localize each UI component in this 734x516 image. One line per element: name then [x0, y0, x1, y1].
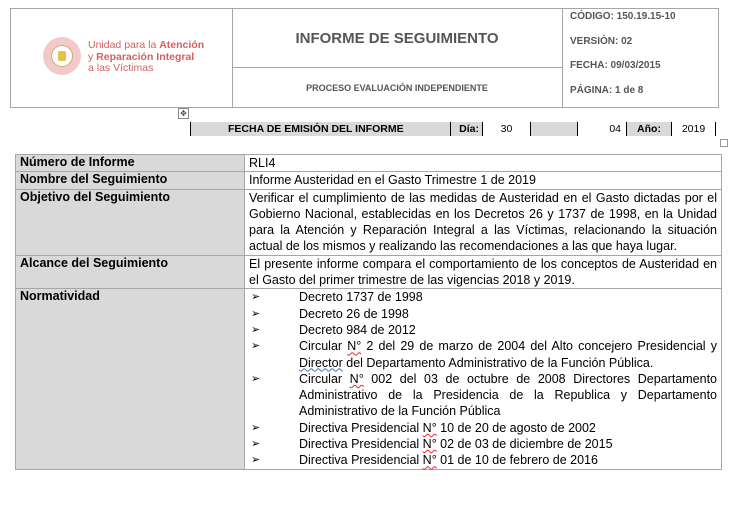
date: FECHA: 09/03/2015: [570, 60, 661, 71]
list-item: ➢ Circular N° 2 del 29 de marzo de 2004 del Alto concejero Presidencial y Director del Departamento Administrativo de la Función Pública.: [251, 339, 717, 370]
alcance-label: Alcance del Seguimiento: [16, 255, 245, 289]
table-resize-handle[interactable]: [720, 139, 728, 147]
arrow-bullet-icon: ➢: [251, 454, 261, 467]
list-item: ➢ Decreto 26 de 1998: [251, 306, 409, 321]
table-row: [16, 289, 722, 469]
document-title: INFORME DE SEGUIMIENTO: [232, 9, 563, 68]
numero-value: RLI4: [245, 155, 722, 172]
table-row: [16, 155, 722, 172]
arrow-bullet-icon: ➢: [251, 291, 261, 304]
nombre-value: Informe Austeridad en el Gasto Trimestre 1 de 2019: [245, 172, 722, 189]
table-row: [16, 172, 722, 189]
month-value: 04: [577, 122, 626, 136]
list-item: ➢ Directiva Presidencial N° 10 de 20 de agosto de 2002: [251, 420, 596, 435]
page-number: PÁGINA: 1 de 8: [570, 85, 644, 96]
day-value: 30: [482, 122, 530, 136]
numero-label: Número de Informe: [16, 155, 245, 172]
arrow-bullet-icon: ➢: [251, 340, 261, 353]
arrow-bullet-icon: ➢: [251, 438, 261, 451]
code: CÓDIGO: 150.19.15-10: [570, 11, 676, 22]
list-item: ➢ Directiva Presidencial N° 01 de 10 de febrero de 2016: [251, 453, 598, 468]
normatividad-list: [249, 289, 717, 468]
logo-cell: [11, 9, 233, 107]
list-item: ➢ Circular N° 002 del 03 de octubre de 2008 Directores Departamento Administrativo de la Presidencia de la Republica y Departamento Administrativo de la Función Pública: [251, 371, 717, 419]
list-item: ➢ Decreto 984 de 2012: [251, 322, 416, 337]
table-row: [16, 189, 722, 255]
list-item: ➢ Decreto 1737 de 1998: [251, 290, 423, 305]
empty-shade-cell: [530, 122, 577, 136]
list-item: ➢ Directiva Presidencial N° 02 de 03 de diciembre de 2015: [251, 437, 613, 452]
arrow-bullet-icon: ➢: [251, 421, 261, 434]
year-label: Año:: [626, 122, 671, 136]
alcance-value: El presente informe compara el comportamiento de los conceptos de Austeridad en el Gasto del primer trimestre de las vigencias 2018 y 2019.: [245, 255, 722, 289]
version: VERSIÒN: 02: [570, 36, 633, 47]
report-table: [15, 154, 722, 470]
emission-label: FECHA DE EMISIÓN DEL INFORME: [190, 122, 450, 136]
arrow-bullet-icon: ➢: [251, 372, 261, 385]
table-row: [16, 255, 722, 289]
normatividad-value: [245, 289, 722, 469]
document-header: [10, 8, 719, 108]
nombre-label: Nombre del Seguimiento: [16, 172, 245, 189]
day-label: Día:: [450, 122, 482, 136]
arrow-bullet-icon: ➢: [251, 307, 261, 320]
normatividad-label: Normatividad: [16, 289, 245, 469]
year-value: 2019: [671, 122, 716, 136]
table-move-handle-icon[interactable]: ✥: [178, 108, 189, 119]
objetivo-value: Verificar el cumplimiento de las medidas de Austeridad en el Gasto dictadas por el Gobierno Nacional, establecidas en los Decretos 26 y 1737 de 1998, en la Unidad para la Atención y Reparación Integral a las Víctimas, relacionando la situación actual de los mismos y realizando las recomendaciones a las que haya lugar.: [245, 189, 722, 255]
coat-of-arms-icon: [43, 37, 81, 75]
objetivo-label: Objetivo del Seguimiento: [16, 189, 245, 255]
logo-text: Unidad para la Atención y Reparación Integral a las Víctimas: [88, 39, 205, 74]
arrow-bullet-icon: ➢: [251, 323, 261, 336]
process-name: PROCESO EVALUACIÓN INDEPENDIENTE: [232, 68, 563, 107]
